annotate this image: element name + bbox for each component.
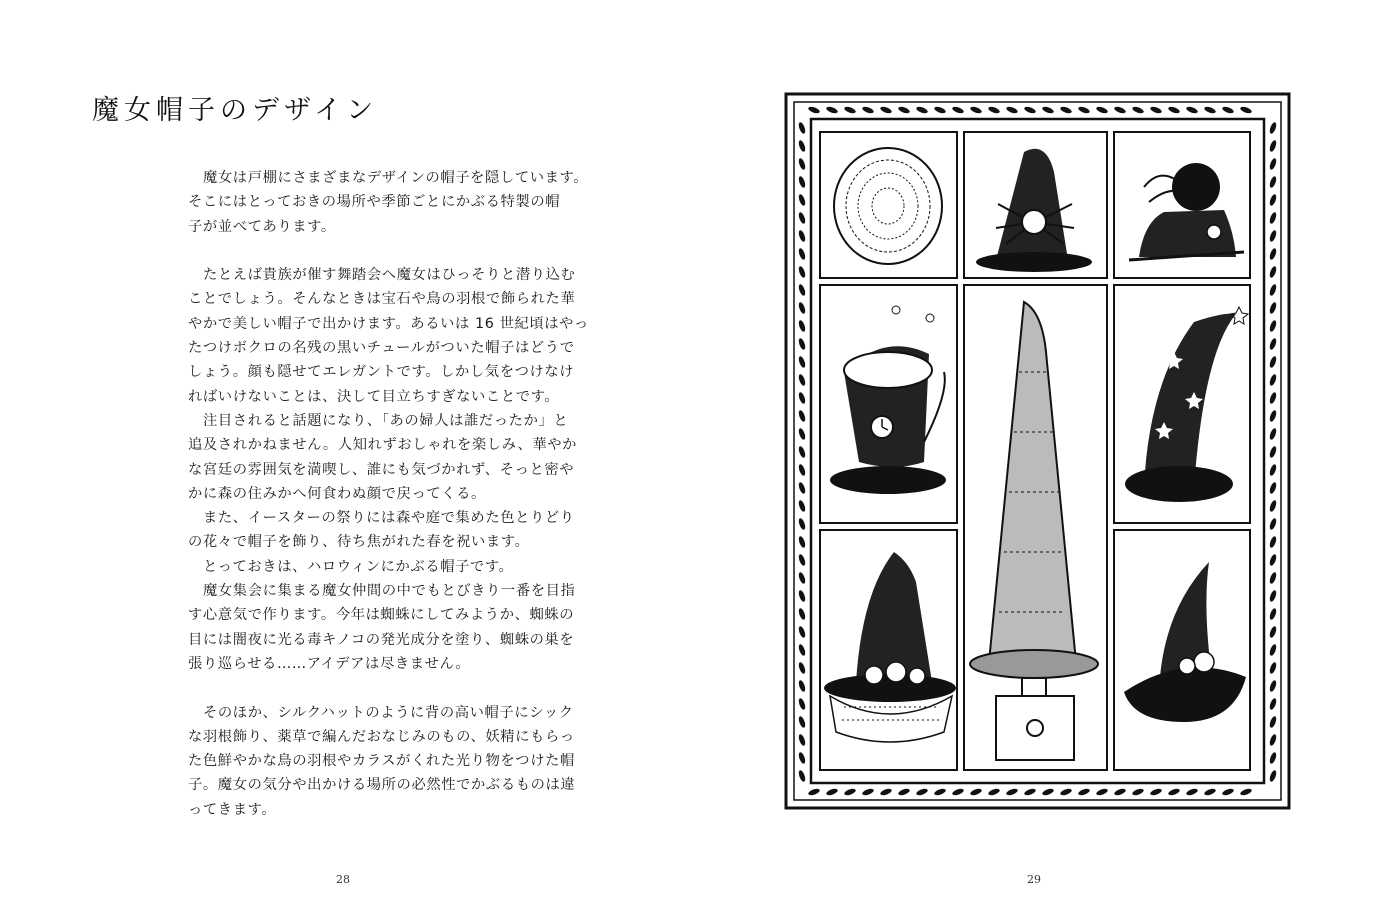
- page-number-left: 28: [336, 873, 350, 886]
- border-leaf: [1269, 283, 1278, 296]
- paragraph: [188, 409, 608, 506]
- text-line: ってきます。: [188, 801, 277, 818]
- border-leaf: [798, 373, 807, 386]
- border-leaf: [1269, 301, 1278, 314]
- border-leaf: [987, 106, 1000, 115]
- border-leaf: [798, 517, 807, 530]
- body-text: [188, 166, 608, 822]
- text-line: とっておきは、ハロウィンにかぶる帽子です。: [203, 558, 514, 575]
- border-leaf: [798, 481, 807, 494]
- border-leaf: [897, 106, 910, 115]
- text-line: の花々で帽子を飾り、待ち焦がれた春を祝います。: [188, 534, 530, 551]
- border-leaf: [1203, 106, 1216, 115]
- text-line: かに森の住みかへ何食わぬ顔で戻ってくる。: [188, 485, 486, 502]
- border-leaf: [1269, 535, 1278, 548]
- border-leaf: [1239, 106, 1252, 115]
- border-leaf: [1269, 193, 1278, 206]
- border-leaf: [915, 788, 928, 797]
- text-line: 目には闇夜に光る毒キノコの発光成分を塗り、蜘蛛の巣を: [188, 631, 575, 648]
- paragraph: [188, 701, 608, 822]
- border-leaf: [798, 211, 807, 224]
- border-leaf: [1221, 788, 1234, 797]
- paragraph: [188, 506, 608, 555]
- border-leaf: [1023, 106, 1036, 115]
- border-leaf: [798, 715, 807, 728]
- text-line: 追及されかねません。人知れずおしゃれを楽しみ、華やか: [188, 437, 578, 454]
- border-leaf: [1185, 106, 1198, 115]
- border-leaf: [1269, 589, 1278, 602]
- border-leaf: [1269, 157, 1278, 170]
- border-leaf: [969, 788, 982, 797]
- border-leaf: [798, 121, 807, 134]
- border-leaf: [798, 301, 807, 314]
- border-leaf: [1041, 788, 1054, 797]
- border-leaf: [1269, 139, 1278, 152]
- border-leaf: [798, 283, 807, 296]
- border-leaf: [798, 553, 807, 566]
- border-leaf: [1167, 106, 1180, 115]
- text-line: 注目されると話題になり、「あの婦人は誰だったか」と: [203, 412, 569, 429]
- border-leaf: [1203, 788, 1216, 797]
- tall-cone-hat-icon: [970, 302, 1098, 760]
- border-leaf: [1269, 445, 1278, 458]
- border-leaf: [798, 319, 807, 332]
- witch-hats-illustration: [784, 92, 1291, 810]
- border-leaf: [843, 106, 856, 115]
- border-leaf: [861, 106, 874, 115]
- border-leaf: [879, 106, 892, 115]
- top-hat-with-clock-icon: [830, 306, 946, 494]
- paragraph: [188, 166, 608, 239]
- border-leaf: [843, 788, 856, 797]
- border-leaf: [1269, 751, 1278, 764]
- border-leaf: [1269, 229, 1278, 242]
- border-leaf: [1113, 106, 1126, 115]
- border-leaf: [798, 697, 807, 710]
- border-leaf: [1077, 788, 1090, 797]
- spider-witch-hat-icon: [976, 149, 1092, 272]
- paragraph: [188, 555, 608, 579]
- border-leaf: [1095, 788, 1108, 797]
- border-leaf: [798, 157, 807, 170]
- text-line: また、イースターの祭りには森や庭で集めた色とりどり: [203, 510, 575, 527]
- border-leaf: [1167, 788, 1180, 797]
- border-leaf: [1269, 391, 1278, 404]
- border-leaf: [1077, 106, 1090, 115]
- text-line: な羽根飾り、薬草で編んだおなじみのもの、妖精にもらっ: [188, 728, 575, 745]
- border-leaf: [1269, 697, 1278, 710]
- page-title: 魔女帽子のデザイン: [92, 95, 379, 126]
- border-leaf: [915, 106, 928, 115]
- text-line: やかで美しい帽子で出かけます。あるいは 16 世紀頃はやっ: [188, 315, 589, 332]
- border-leaf: [1269, 517, 1278, 530]
- border-leaf: [1269, 661, 1278, 674]
- border-leaf: [1269, 247, 1278, 260]
- text-line: ことでしょう。そんなときは宝石や鳥の羽根で飾られた華: [188, 291, 576, 308]
- text-line: しょう。顔も隠せてエレガントです。しかし気をつけなけ: [188, 364, 575, 381]
- border-leaf: [798, 409, 807, 422]
- right-page: [689, 0, 1378, 908]
- woven-straw-hat-icon: [834, 148, 942, 264]
- border-leaf: [798, 139, 807, 152]
- border-leaf: [1269, 355, 1278, 368]
- feathered-hat-icon: [1129, 163, 1244, 260]
- border-leaf: [798, 265, 807, 278]
- border-leaf: [1059, 106, 1072, 115]
- border-leaf: [1185, 788, 1198, 797]
- border-leaf: [1095, 106, 1108, 115]
- border-leaf: [1269, 427, 1278, 440]
- border-leaf: [798, 625, 807, 638]
- border-leaf: [798, 607, 807, 620]
- border-leaf: [798, 589, 807, 602]
- paragraph: [188, 579, 608, 676]
- paragraph: [188, 263, 608, 409]
- border-leaf: [969, 106, 982, 115]
- rose-lace-witch-hat-icon: [824, 552, 956, 742]
- border-leaf: [798, 499, 807, 512]
- border-leaf: [1005, 106, 1018, 115]
- border-leaf: [951, 106, 964, 115]
- page-number-right: 29: [1027, 873, 1041, 886]
- paragraph-gap: [188, 239, 608, 263]
- border-leaf: [798, 247, 807, 260]
- border-leaf: [1131, 106, 1144, 115]
- border-leaf: [1269, 733, 1278, 746]
- border-leaf: [1149, 106, 1162, 115]
- border-leaf: [879, 788, 892, 797]
- border-leaf: [1269, 337, 1278, 350]
- text-line: 子が並べてあります。: [188, 218, 336, 235]
- border-leaf: [1269, 409, 1278, 422]
- border-leaf: [1269, 373, 1278, 386]
- border-leaf: [1269, 625, 1278, 638]
- border-leaf: [1269, 211, 1278, 224]
- border-leaf: [798, 751, 807, 764]
- border-leaf: [1131, 788, 1144, 797]
- border-leaf: [1005, 788, 1018, 797]
- border-leaf: [798, 229, 807, 242]
- border-leaf: [1269, 121, 1278, 134]
- border-leaf: [1113, 788, 1126, 797]
- border-leaf: [798, 175, 807, 188]
- border-leaf: [1269, 481, 1278, 494]
- border-leaf: [987, 788, 1000, 797]
- border-leaf: [825, 106, 838, 115]
- border-leaf: [1269, 715, 1278, 728]
- border-leaf: [1239, 788, 1252, 797]
- border-leaf: [1269, 553, 1278, 566]
- border-leaf: [798, 661, 807, 674]
- border-leaf: [861, 788, 874, 797]
- border-leaf: [807, 788, 820, 797]
- border-leaf: [798, 193, 807, 206]
- border-leaf: [798, 769, 807, 782]
- starry-witch-hat-icon: [1125, 307, 1248, 502]
- text-line: 子。魔女の気分や出かける場所の必然性でかぶるものは違: [188, 777, 576, 794]
- text-line: 魔女は戸棚にさまざまなデザインの帽子を隠しています。: [203, 170, 589, 186]
- border-leaf: [798, 733, 807, 746]
- border-leaf: [897, 788, 910, 797]
- border-leaf: [933, 106, 946, 115]
- text-line: たつけボクロの名残の黒いチュールがついた帽子はどうで: [188, 340, 575, 357]
- border-leaf: [798, 679, 807, 692]
- border-leaf: [1269, 463, 1278, 476]
- border-leaf: [798, 337, 807, 350]
- text-line: す心意気で作ります。今年は蜘蛛にしてみようか、蜘蛛の: [188, 607, 575, 624]
- text-line: た色鮮やかな鳥の羽根やカラスがくれた光り物をつけた帽: [188, 753, 575, 770]
- border-leaf: [1269, 265, 1278, 278]
- border-leaf: [1149, 788, 1162, 797]
- border-leaf: [798, 571, 807, 584]
- border-leaf: [1269, 175, 1278, 188]
- text-line: ればいけないことは、決して目立ちすぎないことです。: [188, 388, 560, 405]
- border-leaf: [933, 788, 946, 797]
- border-leaf: [1269, 607, 1278, 620]
- border-leaf: [798, 643, 807, 656]
- border-leaf: [798, 427, 807, 440]
- border-leaf: [798, 535, 807, 548]
- text-line: そのほか、シルクハットのように背の高い帽子にシック: [203, 704, 574, 721]
- border-leaf: [1269, 769, 1278, 782]
- border-leaf: [825, 788, 838, 797]
- border-leaf: [1059, 788, 1072, 797]
- border-leaf: [1269, 499, 1278, 512]
- wide-brim-witch-hat-icon: [1124, 562, 1246, 722]
- border-leaf: [1269, 571, 1278, 584]
- border-leaf: [1041, 106, 1054, 115]
- text-line: たとえば貴族が催す舞踏会へ魔女はひっそりと潜り込む: [203, 267, 576, 284]
- border-leaf: [951, 788, 964, 797]
- border-leaf: [798, 355, 807, 368]
- text-line: そこにはとっておきの場所や季節ごとにかぶる特製の帽: [188, 194, 561, 211]
- text-line: な宮廷の雰囲気を満喫し、誰にも気づかれず、そっと密や: [188, 461, 575, 478]
- border-leaf: [1269, 643, 1278, 656]
- border-leaf: [1221, 106, 1234, 115]
- border-leaf: [798, 391, 807, 404]
- paragraph-gap: [188, 676, 608, 700]
- border-leaf: [798, 463, 807, 476]
- border-leaf: [1269, 679, 1278, 692]
- border-leaf: [798, 445, 807, 458]
- border-leaf: [1023, 788, 1036, 797]
- border-leaf: [807, 106, 820, 115]
- border-leaf: [1269, 319, 1278, 332]
- text-line: 張り巡らせる……アイデアは尽きません。: [188, 655, 471, 672]
- text-line: 魔女集会に集まる魔女仲間の中でもとびきり一番を目指: [203, 583, 576, 600]
